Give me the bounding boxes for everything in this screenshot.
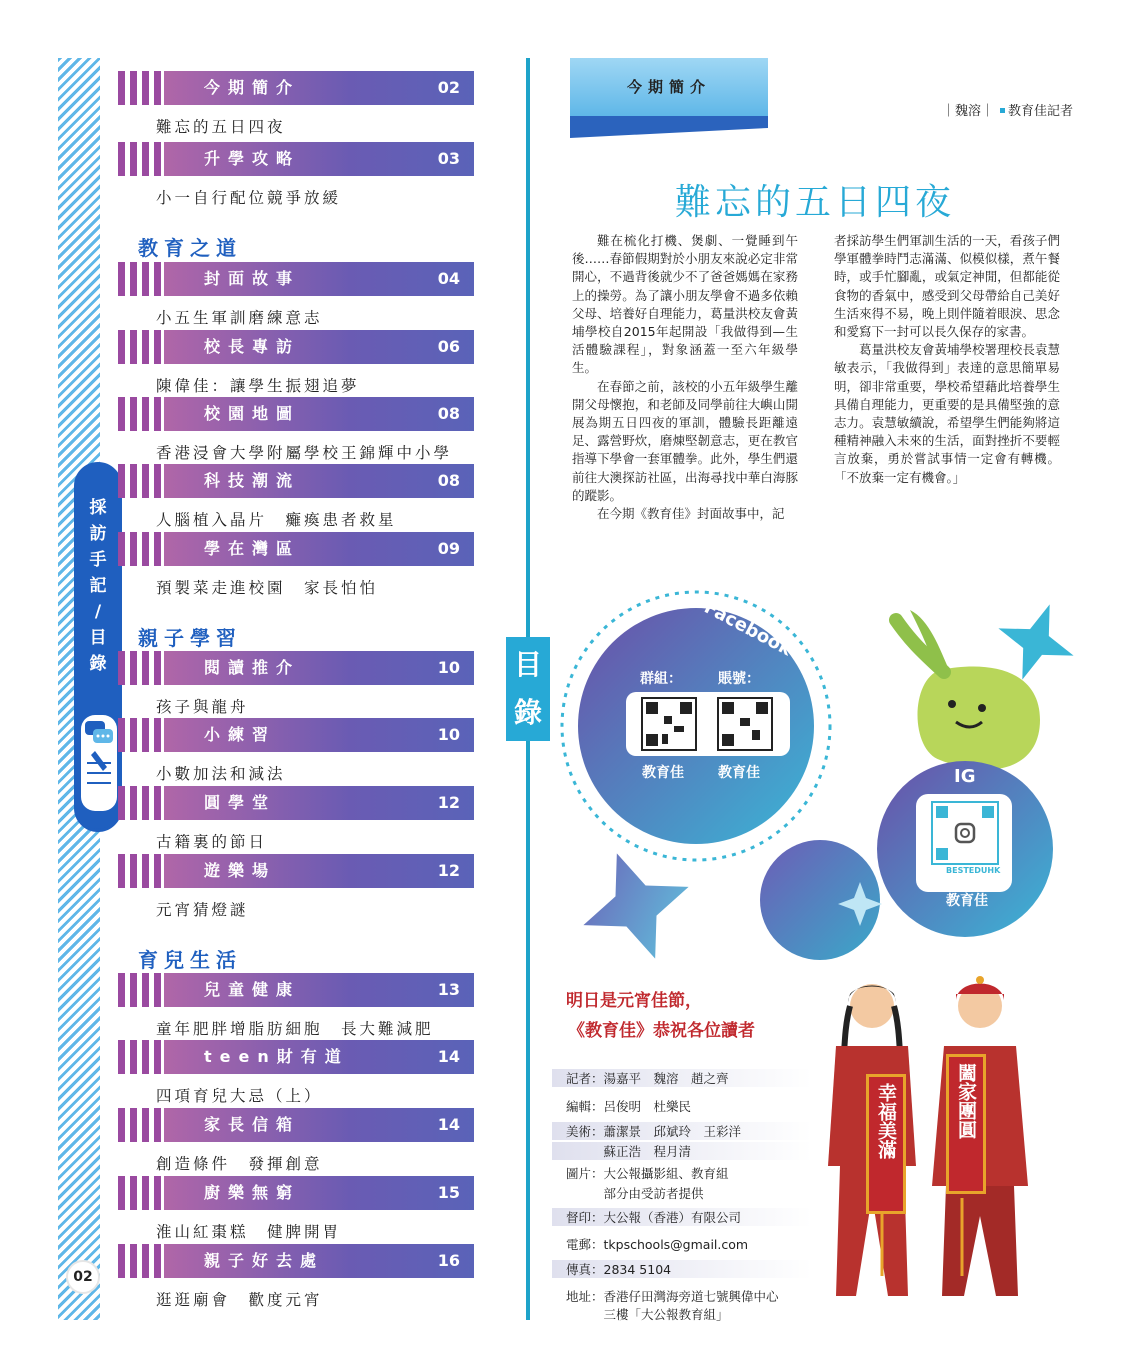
toc-item-page: 10 — [437, 725, 460, 744]
credit-row — [552, 1164, 812, 1182]
credit-value: 蘇正浩 程月清 — [603, 1144, 692, 1159]
account-name: 教育佳 — [718, 765, 760, 781]
ig-handle: BESTEDUHK — [946, 866, 1001, 875]
toc-item-bar[interactable] — [118, 651, 474, 685]
festival-line-2: 《教育佳》恭祝各位讀者 — [568, 1021, 755, 1041]
credit-value: tkpschools@gmail.com — [603, 1237, 749, 1252]
bar-ticks — [118, 1244, 164, 1278]
toc-item-label: 兒童健康 — [204, 980, 301, 999]
toc-item-label: teen財有道 — [204, 1047, 349, 1066]
credit-key: 記者： — [566, 1071, 604, 1086]
scroll-left-text: 幸福美滿 — [875, 1083, 897, 1159]
credit-row — [552, 1184, 812, 1202]
toc-item-label: 封面故事 — [204, 269, 301, 288]
toc-item-subtitle: 預製菜走進校園 家長怕怕 — [156, 579, 379, 597]
credit-row — [552, 1305, 812, 1323]
festival-couple-illustration — [806, 976, 1046, 1306]
article-paragraph: 在今期《教育佳》封面故事中，記 — [597, 506, 785, 522]
toc-item-label: 校園地圖 — [204, 404, 301, 423]
credit-value: 蕭潔景 邱斌玲 王彩洋 — [603, 1124, 742, 1139]
toc-item-bar[interactable] — [118, 1040, 474, 1074]
toc-item-page: 04 — [437, 269, 460, 288]
toc-item-label: 學在灣區 — [204, 539, 301, 558]
credit-row — [552, 1260, 812, 1278]
bar-ticks — [118, 651, 164, 685]
toc-section-heading: 親子學習 — [138, 626, 242, 650]
toc-section-heading: 育兒生活 — [138, 948, 242, 972]
bar-ticks — [118, 532, 164, 566]
toc-item-subtitle: 古籍裏的節日 — [156, 833, 268, 851]
toc-item-bar[interactable] — [118, 718, 474, 752]
account-label: 賬號： — [718, 671, 760, 687]
toc-item-subtitle: 陳偉佳：讓學生振翅追夢 — [156, 377, 360, 395]
scroll-right-text: 闔家團圓 — [955, 1063, 977, 1139]
toc-item-bar[interactable] — [118, 1108, 474, 1142]
bar-ticks — [118, 1108, 164, 1142]
credit-value: 部分由受訪者提供 — [603, 1186, 704, 1201]
article-paragraph: 在春節之前，該校的小五年級學生離開父母懷抱，和老師及同學前往大嶼山開展為期五日四夜的軍訓，體驗長距離遠足、露營野炊，磨煉堅韌意志，更在教官指導下學會一套軍體拳。此外，學生們還前往大澳探訪社區，出海尋找中華白海豚的蹤影。 — [572, 378, 798, 503]
toc-item-subtitle: 孩子與龍舟 — [156, 698, 249, 716]
byline-name: 魏溶 — [955, 104, 982, 119]
side-tab — [74, 462, 122, 832]
credit-value: 湯嘉平 魏溶 趙之齊 — [603, 1071, 729, 1086]
toc-item-label: 遊樂場 — [204, 861, 277, 880]
toc-item-bar[interactable] — [118, 1176, 474, 1210]
toc-item-label: 家長信箱 — [204, 1115, 301, 1134]
toc-item-bar[interactable] — [118, 142, 474, 176]
bar-ticks — [118, 464, 164, 498]
article-column-1 — [572, 232, 798, 523]
toc-item-page: 16 — [437, 1251, 460, 1270]
article-title: 難忘的五日四夜 — [674, 182, 955, 223]
credit-key — [552, 1305, 604, 1323]
ig-name: 教育佳 — [946, 893, 988, 909]
article-paragraph: 難在梳化打機、煲劇、一覺睡到午後……春節假期對於小朋友來說必定非常開心，不過背後就少不了爸爸媽媽在家務上的操勞。為了讓小朋友學會不過多依賴父母、培養好自理能力，葛量洪校友會黃埔學校自2015年起開設「我做得到—生活體驗課程」，對象涵蓋一至六年級學生。 — [572, 233, 798, 376]
bar-ticks — [118, 786, 164, 820]
toc-item-subtitle: 香港浸會大學附屬學校王錦輝中小學 — [156, 444, 453, 462]
toc-item-label: 小練習 — [204, 725, 277, 744]
toc-item-label: 親子好去處 — [204, 1251, 325, 1270]
toc-item-page: 13 — [437, 980, 460, 999]
credit-key — [552, 1142, 604, 1160]
bar-ticks — [118, 71, 164, 105]
bar-ticks — [118, 397, 164, 431]
toc-item-label: 圓學堂 — [204, 793, 277, 812]
byline-role: 教育佳記者 — [1008, 104, 1074, 119]
group-label: 群組： — [640, 671, 682, 687]
credit-value: 2834 5104 — [603, 1262, 672, 1277]
toc-item-bar[interactable] — [118, 532, 474, 566]
article-paragraph: 者採訪學生們軍訓生活的一天，看孩子們學軍體拳時鬥志滿滿、似模似樣，煮午餐時，或手忙腳亂，或氣定神閒，但都能從食物的香氣中，感受到父母帶給自己美好生活來得不易，晚上則伴隨着眼淚、思念和愛寫下一封可以長久保存的家書。 — [834, 233, 1060, 340]
credit-key: 編輯： — [566, 1099, 604, 1114]
intro-tag — [570, 58, 768, 138]
toc-item-page: 15 — [437, 1183, 460, 1202]
article-paragraph: 葛量洪校友會黃埔學校署理校長袁慧敏表示，「我做得到」表達的意思簡單易明，卻非常重要，學校希望藉此培養學生具備自理能力，更重要的是具備堅強的意志力。袁慧敏續說，希望學生們能夠將這種精神融入未來的生活，面對挫折不要輕言放棄，勇於嘗試事情一定會有轉機。「不放棄一定有機會。」 — [834, 342, 1060, 485]
toc-item-page: 03 — [437, 149, 460, 168]
toc-item-label: 閱讀推介 — [204, 658, 301, 677]
toc-item-label: 今期簡介 — [204, 78, 301, 97]
toc-item-page: 09 — [437, 539, 460, 558]
toc-item-label: 科技潮流 — [204, 471, 301, 490]
toc-item-subtitle: 逛逛廟會 歡度元宵 — [156, 1291, 323, 1309]
toc-item-label: 校長專訪 — [204, 337, 301, 356]
toc-item-page: 12 — [437, 793, 460, 812]
credit-value: 大公報攝影組、教育組 — [603, 1166, 729, 1181]
credit-key: 美術： — [566, 1124, 604, 1139]
byline: ｜魏溶｜ 教育佳記者 — [942, 104, 1074, 119]
credit-value: 呂俊明 杜樂民 — [603, 1099, 692, 1114]
toc-item-bar[interactable] — [118, 973, 474, 1007]
credit-row — [552, 1122, 812, 1140]
bar-ticks — [118, 1176, 164, 1210]
toc-item-bar[interactable] — [118, 854, 474, 888]
toc-item-subtitle: 小五生軍訓磨練意志 — [156, 309, 323, 327]
bar-ticks — [118, 854, 164, 888]
toc-item-bar[interactable] — [118, 464, 474, 498]
credit-key — [552, 1184, 604, 1202]
festival-line-1: 明日是元宵佳節， — [566, 991, 702, 1011]
credit-value: 三樓「大公報教育組」 — [603, 1307, 729, 1322]
bar-ticks — [118, 718, 164, 752]
group-name: 教育佳 — [642, 765, 684, 781]
page-number: 02 — [66, 1260, 100, 1294]
credit-key: 圖片： — [566, 1166, 604, 1181]
credit-row — [552, 1208, 812, 1226]
article-column-2 — [834, 232, 1060, 487]
scroll-left — [866, 1074, 906, 1214]
credit-row — [552, 1287, 812, 1305]
toc-item-page: 06 — [437, 337, 460, 356]
intro-tag-label: 今期簡介 — [626, 78, 711, 96]
credit-key: 督印： — [566, 1210, 604, 1225]
bar-ticks — [118, 1040, 164, 1074]
side-tab-label: 採 訪 手 記 / 目 錄 — [89, 498, 107, 674]
scroll-right — [946, 1054, 986, 1194]
toc-item-label: 升學攻略 — [204, 149, 301, 168]
ig-label: IG — [954, 766, 976, 787]
toc-item-label: 廚樂無窮 — [204, 1183, 301, 1202]
toc-item-subtitle: 創造條件 發揮創意 — [156, 1155, 323, 1173]
bar-ticks — [118, 142, 164, 176]
divider-label: 目 錄 — [506, 637, 550, 741]
credit-key: 傳真： — [566, 1262, 604, 1277]
toc-item-bar[interactable] — [118, 330, 474, 364]
toc-item-bar[interactable] — [118, 262, 474, 296]
toc-item-bar[interactable] — [118, 1244, 474, 1278]
toc-item-subtitle: 四項育兒大忌（上） — [156, 1087, 323, 1105]
toc-item-subtitle: 淮山紅棗糕 健脾開胃 — [156, 1223, 342, 1241]
toc-item-subtitle: 元宵猜燈謎 — [156, 901, 249, 919]
toc-item-subtitle: 小數加法和減法 — [156, 765, 286, 783]
credit-value: 香港仔田灣海旁道七號興偉中心 — [603, 1289, 779, 1304]
toc-item-subtitle: 人腦植入晶片 癱瘓患者救星 — [156, 511, 397, 529]
toc-item-page: 14 — [437, 1115, 460, 1134]
toc-item-page: 12 — [437, 861, 460, 880]
toc-item-page: 14 — [437, 1047, 460, 1066]
toc-item-page: 02 — [437, 78, 460, 97]
toc-item-subtitle: 難忘的五日四夜 — [156, 118, 286, 136]
credit-key: 電郵： — [566, 1237, 604, 1252]
toc-item-page: 08 — [437, 471, 460, 490]
toc-item-subtitle: 童年肥胖增脂肪細胞 長大難減肥 — [156, 1020, 434, 1038]
bar-ticks — [118, 973, 164, 1007]
facebook-label: Facebook — [700, 596, 796, 661]
bar-ticks — [118, 262, 164, 296]
credit-key: 地址： — [566, 1289, 604, 1304]
toc-item-page: 08 — [437, 404, 460, 423]
credit-row — [552, 1235, 812, 1253]
toc-section-heading: 教育之道 — [138, 236, 242, 260]
toc-item-bar[interactable] — [118, 397, 474, 431]
toc-item-page: 10 — [437, 658, 460, 677]
credit-row — [552, 1142, 812, 1160]
credit-value: 大公報（香港）有限公司 — [603, 1210, 742, 1225]
bar-ticks — [118, 330, 164, 364]
credit-row — [552, 1069, 812, 1087]
toc-item-subtitle: 小一自行配位競爭放緩 — [156, 189, 342, 207]
credit-row — [552, 1097, 812, 1115]
notepad-chat-icon — [81, 715, 117, 811]
toc-item-bar[interactable] — [118, 71, 474, 105]
toc-item-bar[interactable] — [118, 786, 474, 820]
